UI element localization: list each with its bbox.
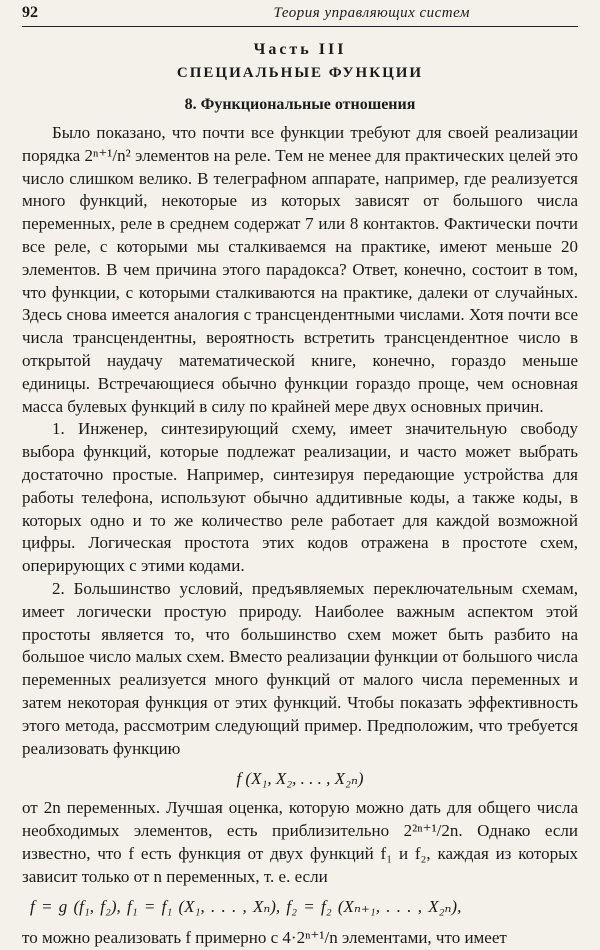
page-header — [22, 4, 578, 27]
paragraph: Было показано, что почти все функции требуют для своей реализации порядка 2ⁿ⁺¹/n² элементов на реле. Тем не менее для практических целей это число слишком велико. В телеграфном аппарате, например, где реализуется много функций, некоторые из которых зависят от большого числа переменных, реле в среднем содержат 7 или 8 контактов. Фактически почти все реле, с которыми мы сталкиваемся на практике, имеют меньше 20 элементов. В чем причина этого парадокса? Ответ, конечно, состоит в том, что функции, с которыми сталкиваются на практике, далеки от случайных. Здесь снова имеется аналогия с трансцендентными числами. Хотя почти все числа трансцендентны, вероятность встретить трансцендентное число в открытой наудачу математической книге, конечно, гораздо меньше единицы. Встречающиеся обычно функции гораздо проще, чем основная масса булевых функций в силу по крайней мере двух основных причин. — [22, 123, 578, 416]
page-number: 92 — [22, 4, 38, 21]
part-title: СПЕЦИАЛЬНЫЕ ФУНКЦИИ — [176, 65, 424, 81]
paragraph: 2. Большинство условий, предъявляемых переключательным схемам, имеет логически простую природу. Наиболее важным аспектом этой простоты является то, что большинство схем может быть разбито на большое число малых схем. Вместо реализации функции от большого числа переменных реализуется много функций от малого числа переменных и затем некоторая функция от этих функций. Чтобы показать эффективность этого метода, рассмотрим следующий пример. Предположим, что требуется реализовать функцию — [22, 578, 578, 758]
paragraph: от 2n переменных. Лучшая оценка, которую можно дать для общего числа необходимых элементов, есть приблизительно 2²ⁿ⁺¹/2n. Однако если известно, что f есть функция от двух функций f₁ и f₂, каждая из которых зависит только от n переменных, т. е. если — [22, 798, 578, 886]
body-text — [22, 122, 578, 950]
part-label: Часть III — [253, 41, 347, 58]
paragraph: 1. Инженер, синтезирующий схему, имеет значительную свободу выбора функций, которые подлежат реализации, и часто может выбрать достаточно простые. Например, синтезируя передающие устройства для работы телефона, используют обычно аддитивные коды, а также коды, в которых одно и то же количество реле работает для каждой возможной цифры. Логическая простота этих кодов отражена в простоте схем, оперирующих с этими кодами. — [22, 419, 578, 576]
paragraph: то можно реализовать f примерно с 4·2ⁿ⁺¹/n элементами, что имеет — [22, 928, 507, 948]
formula: f = g (f₁, f₂), f₁ = f₁ (X₁, . . . , Xₙ), f₂ = f₂ (Xₙ₊₁, . . . , X₂ₙ), — [30, 897, 462, 917]
formula: f (X₁, X₂, . . . , X₂ₙ) — [236, 769, 364, 789]
section-title: 8. Функциональные отношения — [184, 96, 416, 113]
running-title: Теория управляющих систем — [273, 5, 470, 21]
